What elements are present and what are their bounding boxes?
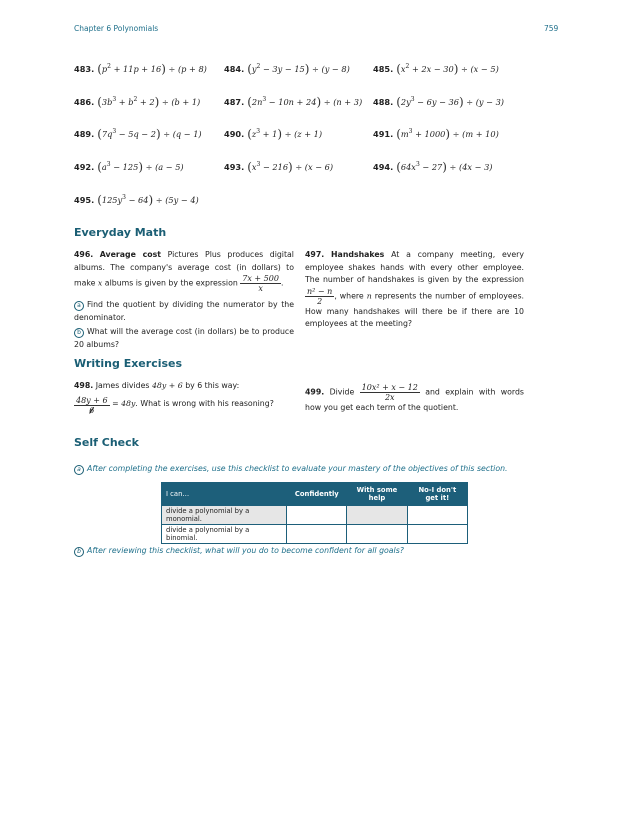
checkbox-cell[interactable] xyxy=(407,506,467,525)
problem-486: 486. $(3b^3 + b^2 + 2) \div (b + 1)$ xyxy=(74,95,201,109)
part-a-icon: a xyxy=(74,301,84,311)
problem-493: 493. $(x^3 - 216) \div (x - 6)$ xyxy=(224,160,334,174)
problem-499: 499. Divide $\frac{\text{10x² + x − 12}}{2x}$ and explain with words how you get each term of the quotient. xyxy=(305,383,524,412)
avg-cost-fraction: $\frac{7x + 500}{x}$ xyxy=(242,274,279,293)
writing-exercises-heading: Writing Exercises xyxy=(74,357,183,370)
row-label: divide a polynomial by a monomial. xyxy=(162,506,287,525)
james-fraction: $\frac{48y + 6}{6}$ xyxy=(76,395,108,415)
problem-497: 497. Handshakes At a company meeting, every employee shakes hands with every other employee. The number of handshakes is given by the expression $\frac{\text{n² − n}}{2}$ , where n represents the number of employees. How many handshakes will there be if there are 10 employees at the meeting? xyxy=(305,250,525,328)
problem-490: 490. $(z^3 + 1) \div (z + 1)$ xyxy=(224,127,323,141)
everyday-math-heading: Everyday Math xyxy=(74,226,167,239)
part-b-icon: b xyxy=(74,328,84,338)
table-row xyxy=(162,525,468,544)
checkbox-cell[interactable] xyxy=(347,506,407,525)
problem-485: 485. $(x^2 + 2x - 30) \div (x - 5)$ xyxy=(373,62,499,76)
self-check-instruction-a: a After completing the exercises, use this checklist to evaluate your mastery of the objectives of this section. xyxy=(74,464,508,475)
handshake-fraction: $\frac{\text{n² − n}}{2}$ xyxy=(307,286,333,306)
problem-484: 484. $(y^2 - 3y - 15) \div (y - 8)$ xyxy=(224,62,350,76)
header-confidently: Confidently xyxy=(287,483,347,506)
problem-491: 491. $(m^3 + 1000) \div (m + 10)$ xyxy=(373,127,499,141)
part-b: b What will the average cost (in dollars) be to produce 20 albums? xyxy=(74,327,294,349)
header-i-can: I can… xyxy=(162,483,287,506)
self-check-table xyxy=(161,482,468,544)
header-with-help: With some help xyxy=(347,483,407,506)
checkbox-cell[interactable] xyxy=(407,525,467,544)
part-b-icon: b xyxy=(74,547,84,557)
part-a-icon: a xyxy=(74,465,84,475)
problem-488: 488. $(2y^3 - 6y - 36) \div (y - 3)$ xyxy=(373,95,504,109)
checkbox-cell[interactable] xyxy=(287,525,347,544)
problem-492: 492. $(a^3 - 125) \div (a - 5)$ xyxy=(74,160,184,174)
page-number: 759 xyxy=(544,24,559,33)
problem-498: 498. James divides 48y + 6 by 6 this way: $\frac{48y + 6}{6}$ = 48y. What is wrong with his reasoning? xyxy=(74,381,274,415)
part-a: a Find the quotient by dividing the numerator by the denominator. xyxy=(74,300,294,322)
problem-489: 489. $(7q^3 - 5q - 2) \div (q - 1)$ xyxy=(74,127,202,141)
divide-fraction: $\frac{\text{10x² + x − 12}}{2x}$ xyxy=(361,383,418,402)
header-no: No-I don't get it! xyxy=(407,483,467,506)
problem-483: 483. $(p^2 + 11p + 16) \div (p + 8)$ xyxy=(74,62,207,76)
chapter-header: Chapter 6 Polynomials xyxy=(74,24,159,33)
problem-487: 487. $(2n^3 - 10n + 24) \div (n + 3)$ xyxy=(224,95,363,109)
checkbox-cell[interactable] xyxy=(287,506,347,525)
self-check-heading: Self Check xyxy=(74,436,139,449)
checkbox-cell[interactable] xyxy=(347,525,407,544)
row-label: divide a polynomial by a binomial. xyxy=(162,525,287,544)
table-header-row xyxy=(162,483,468,506)
problem-495: 495. $(125y^3 - 64) \div (5y - 4)$ xyxy=(74,193,199,207)
problem-496: 496. Average cost Pictures Plus produces digital albums. The company's average cost (in dollars) to make x albums is given by the expression $\frac{7x + 500}{x}$ . a Find the quotient by dividing the numerator by the denominator. b What will the average cost (in dollars) be to produce 20 albums? xyxy=(74,249,294,351)
self-check-instruction-b: b After reviewing this checklist, what will you do to become confident for all goals? xyxy=(74,546,404,557)
problem-494: 494. $(64x^3 - 27) \div (4x - 3)$ xyxy=(373,160,493,174)
table-row xyxy=(162,506,468,525)
